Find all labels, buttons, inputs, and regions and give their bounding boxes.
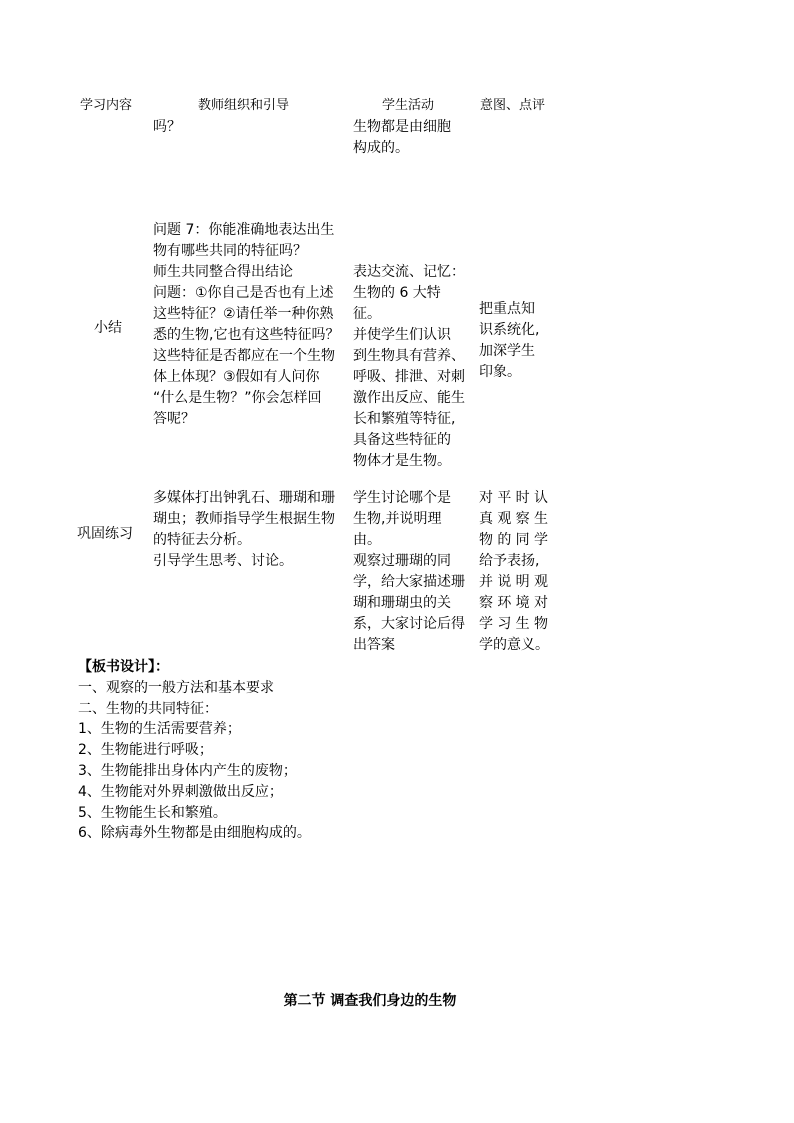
text-line: 生物都是由细胞 — [353, 119, 451, 135]
text-line: 生物,并说明理由。 — [353, 511, 442, 548]
text-line: 加深学生 — [479, 343, 535, 359]
text-line: 问题 7：你能准确地表达出生 — [153, 222, 335, 238]
text-line: 出答案 — [353, 637, 395, 653]
board-design-section — [78, 657, 311, 844]
text-line: 真观察生 — [479, 511, 549, 527]
text-line: 到生物具有营养、 — [353, 348, 465, 364]
header-teacher-guidance: 教师组织和引导 — [198, 98, 290, 113]
text-line: 物体才是生物。 — [353, 453, 451, 469]
text-line: 对平时认 — [479, 490, 549, 506]
board-line: 1、生物的生活需要营养； — [78, 721, 241, 738]
text-line: 瑚虫；教师指导学生根据生物 — [153, 511, 335, 527]
text-line: 表达交流、记忆： — [353, 264, 465, 280]
practice-student-cell — [353, 488, 467, 656]
text-line: 体上体现？③假如有人问你 — [153, 369, 320, 385]
header-learning-content: 学习内容 — [80, 98, 133, 113]
text-line: 学的意义。 — [479, 637, 549, 653]
text-line: 系，大家讨论后得 — [353, 616, 465, 632]
text-line: 瑚和珊瑚虫的关 — [353, 595, 451, 611]
text-line: 问题：①你自己是否也有上述 — [153, 285, 334, 301]
text-line: 师生共同整合得出结论 — [153, 264, 293, 280]
text-line: 悉的生物,它也有这些特征吗？ — [153, 327, 340, 343]
text-line: 激作出反应、能生 — [353, 390, 465, 406]
summary-intent-cell — [479, 299, 549, 383]
cont-teacher-text: 吗？ — [153, 119, 181, 135]
text-line: 物有哪些共同的特征吗？ — [153, 243, 307, 259]
text-line: 多媒体打出钟乳石、珊瑚和珊 — [153, 490, 335, 506]
practice-teacher-cell — [153, 488, 353, 572]
text-line: 答呢？ — [153, 411, 195, 427]
text-line: 具备这些特征的 — [353, 432, 451, 448]
text-line: 这些特征是否都应在一个生物 — [153, 348, 335, 364]
section-title: 第二节 调查我们身边的生物 — [283, 993, 457, 1009]
text-line: 印象。 — [479, 364, 521, 380]
summary-label: 小结 — [94, 320, 122, 336]
header-student-activity: 学生活动 — [382, 98, 435, 113]
text-line: 长和繁殖等特征, — [353, 411, 456, 427]
text-line: 生物的 6 大特征。 — [353, 285, 441, 322]
summary-teacher-cell — [153, 220, 343, 430]
text-line: 学，给大家描述珊 — [353, 574, 465, 590]
board-line: 6、除病毒外生物都是由细胞构成的。 — [78, 825, 311, 842]
text-line: 这些特征？②请任举一种你熟 — [153, 306, 334, 322]
board-line: 一、观察的一般方法和基本要求 — [78, 679, 274, 696]
board-line: 3、生物能排出身体内产生的废物； — [78, 762, 297, 779]
board-line: 2、生物能进行呼吸； — [78, 742, 213, 759]
board-line: 二、生物的共同特征： — [78, 700, 218, 717]
text-line: 学生讨论哪个是 — [353, 490, 451, 506]
text-line: 引导学生思考、讨论。 — [153, 553, 293, 569]
text-line: 学习生物 — [479, 616, 549, 632]
board-line: 5、生物能生长和繁殖。 — [78, 804, 227, 821]
cont-student-cell — [353, 117, 467, 159]
text-line: 的特征去分析。 — [153, 532, 251, 548]
practice-label: 巩固练习 — [77, 526, 133, 542]
text-line: 构成的。 — [353, 140, 409, 156]
text-line: 并说明观 — [479, 574, 549, 590]
text-line: 给予表扬, — [479, 553, 540, 569]
summary-student-cell — [353, 262, 465, 472]
practice-intent-cell — [479, 488, 549, 656]
text-line: “什么是生物？”你会怎样回 — [153, 390, 322, 406]
text-line: 观察过珊瑚的同 — [353, 553, 451, 569]
board-design-title: 【板书设计】： — [78, 659, 169, 675]
text-line: 并使学生们认识 — [353, 327, 451, 343]
text-line: 识系统化, — [479, 322, 540, 338]
text-line: 把重点知 — [479, 301, 535, 317]
text-line: 察环境对 — [479, 595, 549, 611]
board-line: 4、生物能对外界刺激做出反应； — [78, 783, 283, 800]
text-line: 物的同学 — [479, 532, 549, 548]
text-line: 呼吸、排泄、对刺 — [353, 369, 465, 385]
header-intent-comment: 意图、点评 — [480, 98, 546, 113]
